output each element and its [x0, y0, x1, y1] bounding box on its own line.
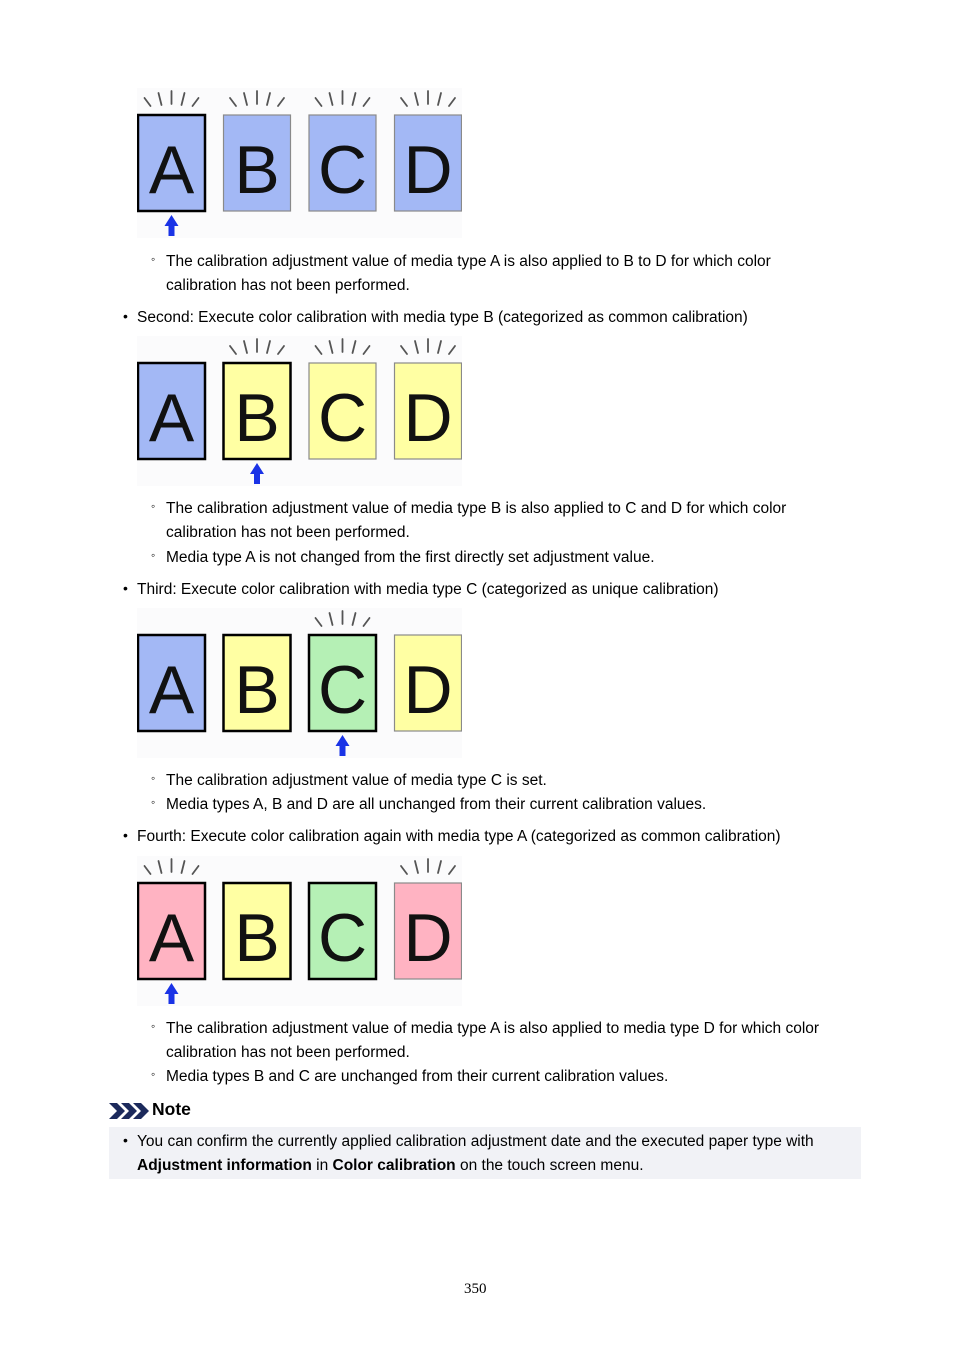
note-connector: in	[311, 1157, 333, 1174]
note-text-line2	[137, 1154, 644, 1178]
card-letter: D	[403, 132, 453, 208]
page-number: 350	[464, 1281, 487, 1297]
sub-bullet: ◦	[151, 771, 156, 785]
bullet: •	[123, 827, 128, 843]
card-letter: A	[148, 652, 195, 728]
card-letter: D	[403, 900, 453, 976]
card-letter: C	[317, 380, 368, 456]
card-letter: B	[234, 380, 280, 456]
card-letter: A	[148, 900, 195, 976]
media-card-a	[138, 363, 205, 459]
bullet: •	[123, 1132, 128, 1148]
sub-bullet: ◦	[151, 252, 156, 266]
figure2-caption-line3: Media type A is not changed from the first directly set adjustment value.	[166, 549, 655, 566]
figure2-caption-line2: calibration has not been performed.	[166, 524, 410, 541]
figure4-caption-line3: Media types B and C are unchanged from their current calibration values.	[166, 1068, 669, 1085]
color-calibration-label: Color calibration	[332, 1157, 456, 1174]
media-card-d	[395, 883, 462, 979]
card-letter: D	[403, 380, 453, 456]
card-letter: A	[148, 132, 195, 208]
media-card-c	[309, 363, 376, 459]
adjustment-information-label: Adjustment information	[137, 1157, 312, 1174]
media-card-a	[138, 115, 205, 211]
media-card-d	[395, 635, 462, 731]
step-second: Second: Execute color calibration with media type B (categorized as common calibration)	[137, 309, 748, 326]
media-card-d	[395, 363, 462, 459]
media-card-c	[309, 635, 376, 731]
step-fourth: Fourth: Execute color calibration again with media type A (categorized as common calibration)	[137, 828, 781, 845]
figure1-caption-line2: calibration has not been performed.	[166, 277, 410, 294]
step-third: Third: Execute color calibration with media type C (categorized as unique calibration)	[137, 581, 719, 598]
sub-bullet: ◦	[151, 1019, 156, 1033]
media-card-b	[224, 883, 291, 979]
card-letter: B	[234, 132, 280, 208]
media-card-b	[224, 363, 291, 459]
media-card-c	[309, 115, 376, 211]
note-text-line1: You can confirm the currently applied calibration adjustment date and the executed paper type with	[137, 1133, 814, 1150]
calibration-figure-1	[137, 88, 462, 238]
calibration-figure-4	[137, 856, 462, 1006]
sub-bullet: ◦	[151, 795, 156, 809]
card-letter: C	[317, 132, 368, 208]
note-chevrons-icon	[109, 1103, 149, 1119]
figure4-caption-line1: The calibration adjustment value of media type A is also applied to media type D for which color	[166, 1020, 820, 1037]
calibration-figure-3	[137, 608, 462, 758]
figure3-caption-line2: Media types A, B and D are all unchanged from their current calibration values.	[166, 796, 707, 813]
card-letter: B	[234, 652, 280, 728]
sub-bullet: ◦	[151, 499, 156, 513]
media-card-b	[224, 635, 291, 731]
bullet: •	[123, 308, 128, 324]
card-letter: C	[317, 900, 368, 976]
media-card-d	[395, 115, 462, 211]
sub-bullet: ◦	[151, 1067, 156, 1081]
note-tail: on the touch screen menu.	[455, 1157, 644, 1174]
card-letter: A	[148, 380, 195, 456]
bullet: •	[123, 580, 128, 596]
sub-bullet: ◦	[151, 548, 156, 562]
calibration-figure-2	[137, 336, 462, 486]
figure4-caption-line2: calibration has not been performed.	[166, 1044, 410, 1061]
card-letter: D	[403, 652, 453, 728]
figure1-caption-line1: The calibration adjustment value of media type A is also applied to B to D for which color	[166, 253, 771, 270]
media-card-a	[138, 635, 205, 731]
media-card-c	[309, 883, 376, 979]
media-card-a	[138, 883, 205, 979]
media-card-b	[224, 115, 291, 211]
note-title: Note	[152, 1099, 191, 1119]
card-letter: B	[234, 900, 280, 976]
figure2-caption-line1: The calibration adjustment value of media type B is also applied to C and D for which color	[166, 500, 787, 517]
card-letter: C	[317, 652, 368, 728]
figure3-caption-line1: The calibration adjustment value of media type C is set.	[166, 772, 547, 789]
